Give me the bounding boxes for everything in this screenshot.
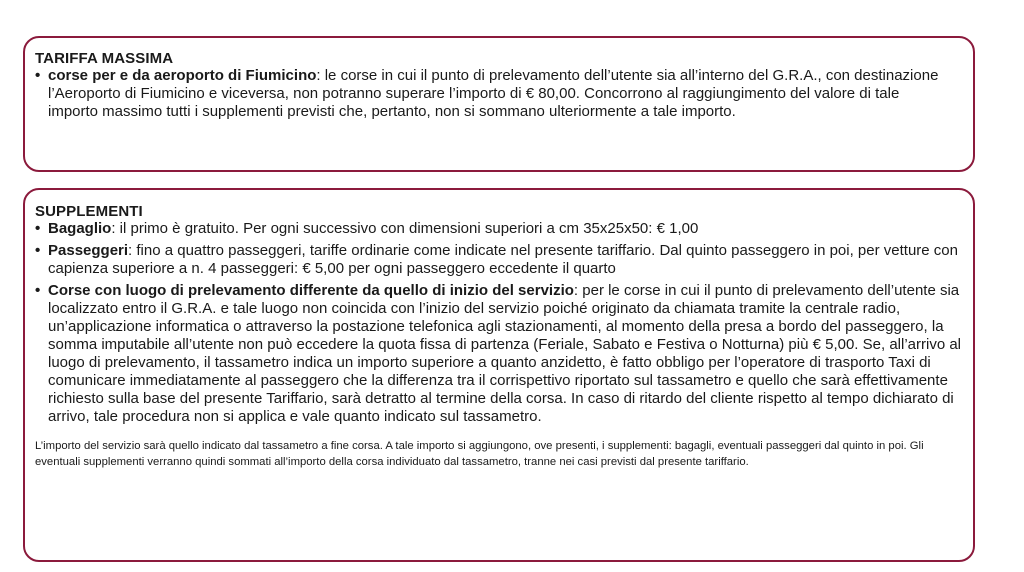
item-lead: corse per e da aeroporto di Fiumicino xyxy=(48,67,317,84)
item-text: : le corse in cui il punto di prelevamento dell’utente sia all’interno del G.R.A., con destinazione l’Aeroporto di Fiumicino e viceversa, non potranno superare l’importo di € 80,00. Concorrono al raggiungimento del valore di tale importo massimo tutti i supplementi previsti che, pertanto, non si sommano ulteriormente a tale importo. xyxy=(48,67,939,120)
supplemento-item-bagaglio xyxy=(35,220,963,238)
supplemento-item-prelevamento xyxy=(35,282,963,426)
item-lead: Passeggeri xyxy=(48,242,129,259)
bullet: • xyxy=(35,67,41,84)
item-lead: Bagaglio xyxy=(48,220,112,237)
supplementi-box xyxy=(23,188,975,562)
tariffa-massima-box xyxy=(23,36,975,172)
supplementi-heading: SUPPLEMENTI xyxy=(35,203,143,220)
item-text: : fino a quattro passeggeri, tariffe ordinarie come indicate nel presente tariffario. Dal quinto passeggero in poi, per vetture con capienza superiore a n. 4 passeggeri: € 5,00 per ogni passeggero eccedente il quarto xyxy=(48,242,958,277)
bullet: • xyxy=(35,242,41,259)
supplementi-note: L’importo del servizio sarà quello indicato dal tassametro a fine corsa. A tale importo si aggiungono, ove presenti, i supplementi: bagagli, eventuali passeggeri dal quinto in poi. Gli eventuali supplementi verranno quindi sommati all’importo della corsa individuato dal tassametro, tranne nei casi previsti dal presente tariffario. xyxy=(35,440,924,468)
item-lead: Corse con luogo di prelevamento differente da quello di inizio del servizio xyxy=(48,282,574,299)
item-text: : il primo è gratuito. Per ogni successivo con dimensioni superiori a cm 35x25x50: € 1,00 xyxy=(111,220,699,237)
item-text: : per le corse in cui il punto di prelevamento dell’utente sia localizzato entro il G.R.A. e tale luogo non coincida con l’inizio del servizio poiché originato da chiamata tramite la centrale radio, un’applicazione informatica o attraverso la postazione telefonica agli stazionamenti, al momento della presa a bordo del passeggero, la somma imputabile all’utente non può eccedere la quota fissa di partenza (Feriale, Sabato e Festiva o Notturna) più € 5,00. Se, all’arrivo al luogo di prelevamento, il tassametro indica un importo superiore a quanto anzidetto, è fatto obbligo per l’operatore di trasporto Taxi di comunicare immediatamente al passeggero che la differenza tra il corrispettivo riportato sul tassametro e quello che sarà effettivamente richiesto sulla base del presente Tariffario, sarà detratto al termine della corsa. In caso di ritardo del cliente rispetto al tempo dichiarato di arrivo, tale procedura non si applica e vale quanto indicato sul tassametro. xyxy=(48,282,962,425)
bullet: • xyxy=(35,282,41,299)
supplemento-item-passeggeri xyxy=(35,242,963,278)
bullet: • xyxy=(35,220,41,237)
tariffa-item-fiumicino xyxy=(35,67,948,121)
tariffa-massima-heading: TARIFFA MASSIMA xyxy=(35,50,174,67)
